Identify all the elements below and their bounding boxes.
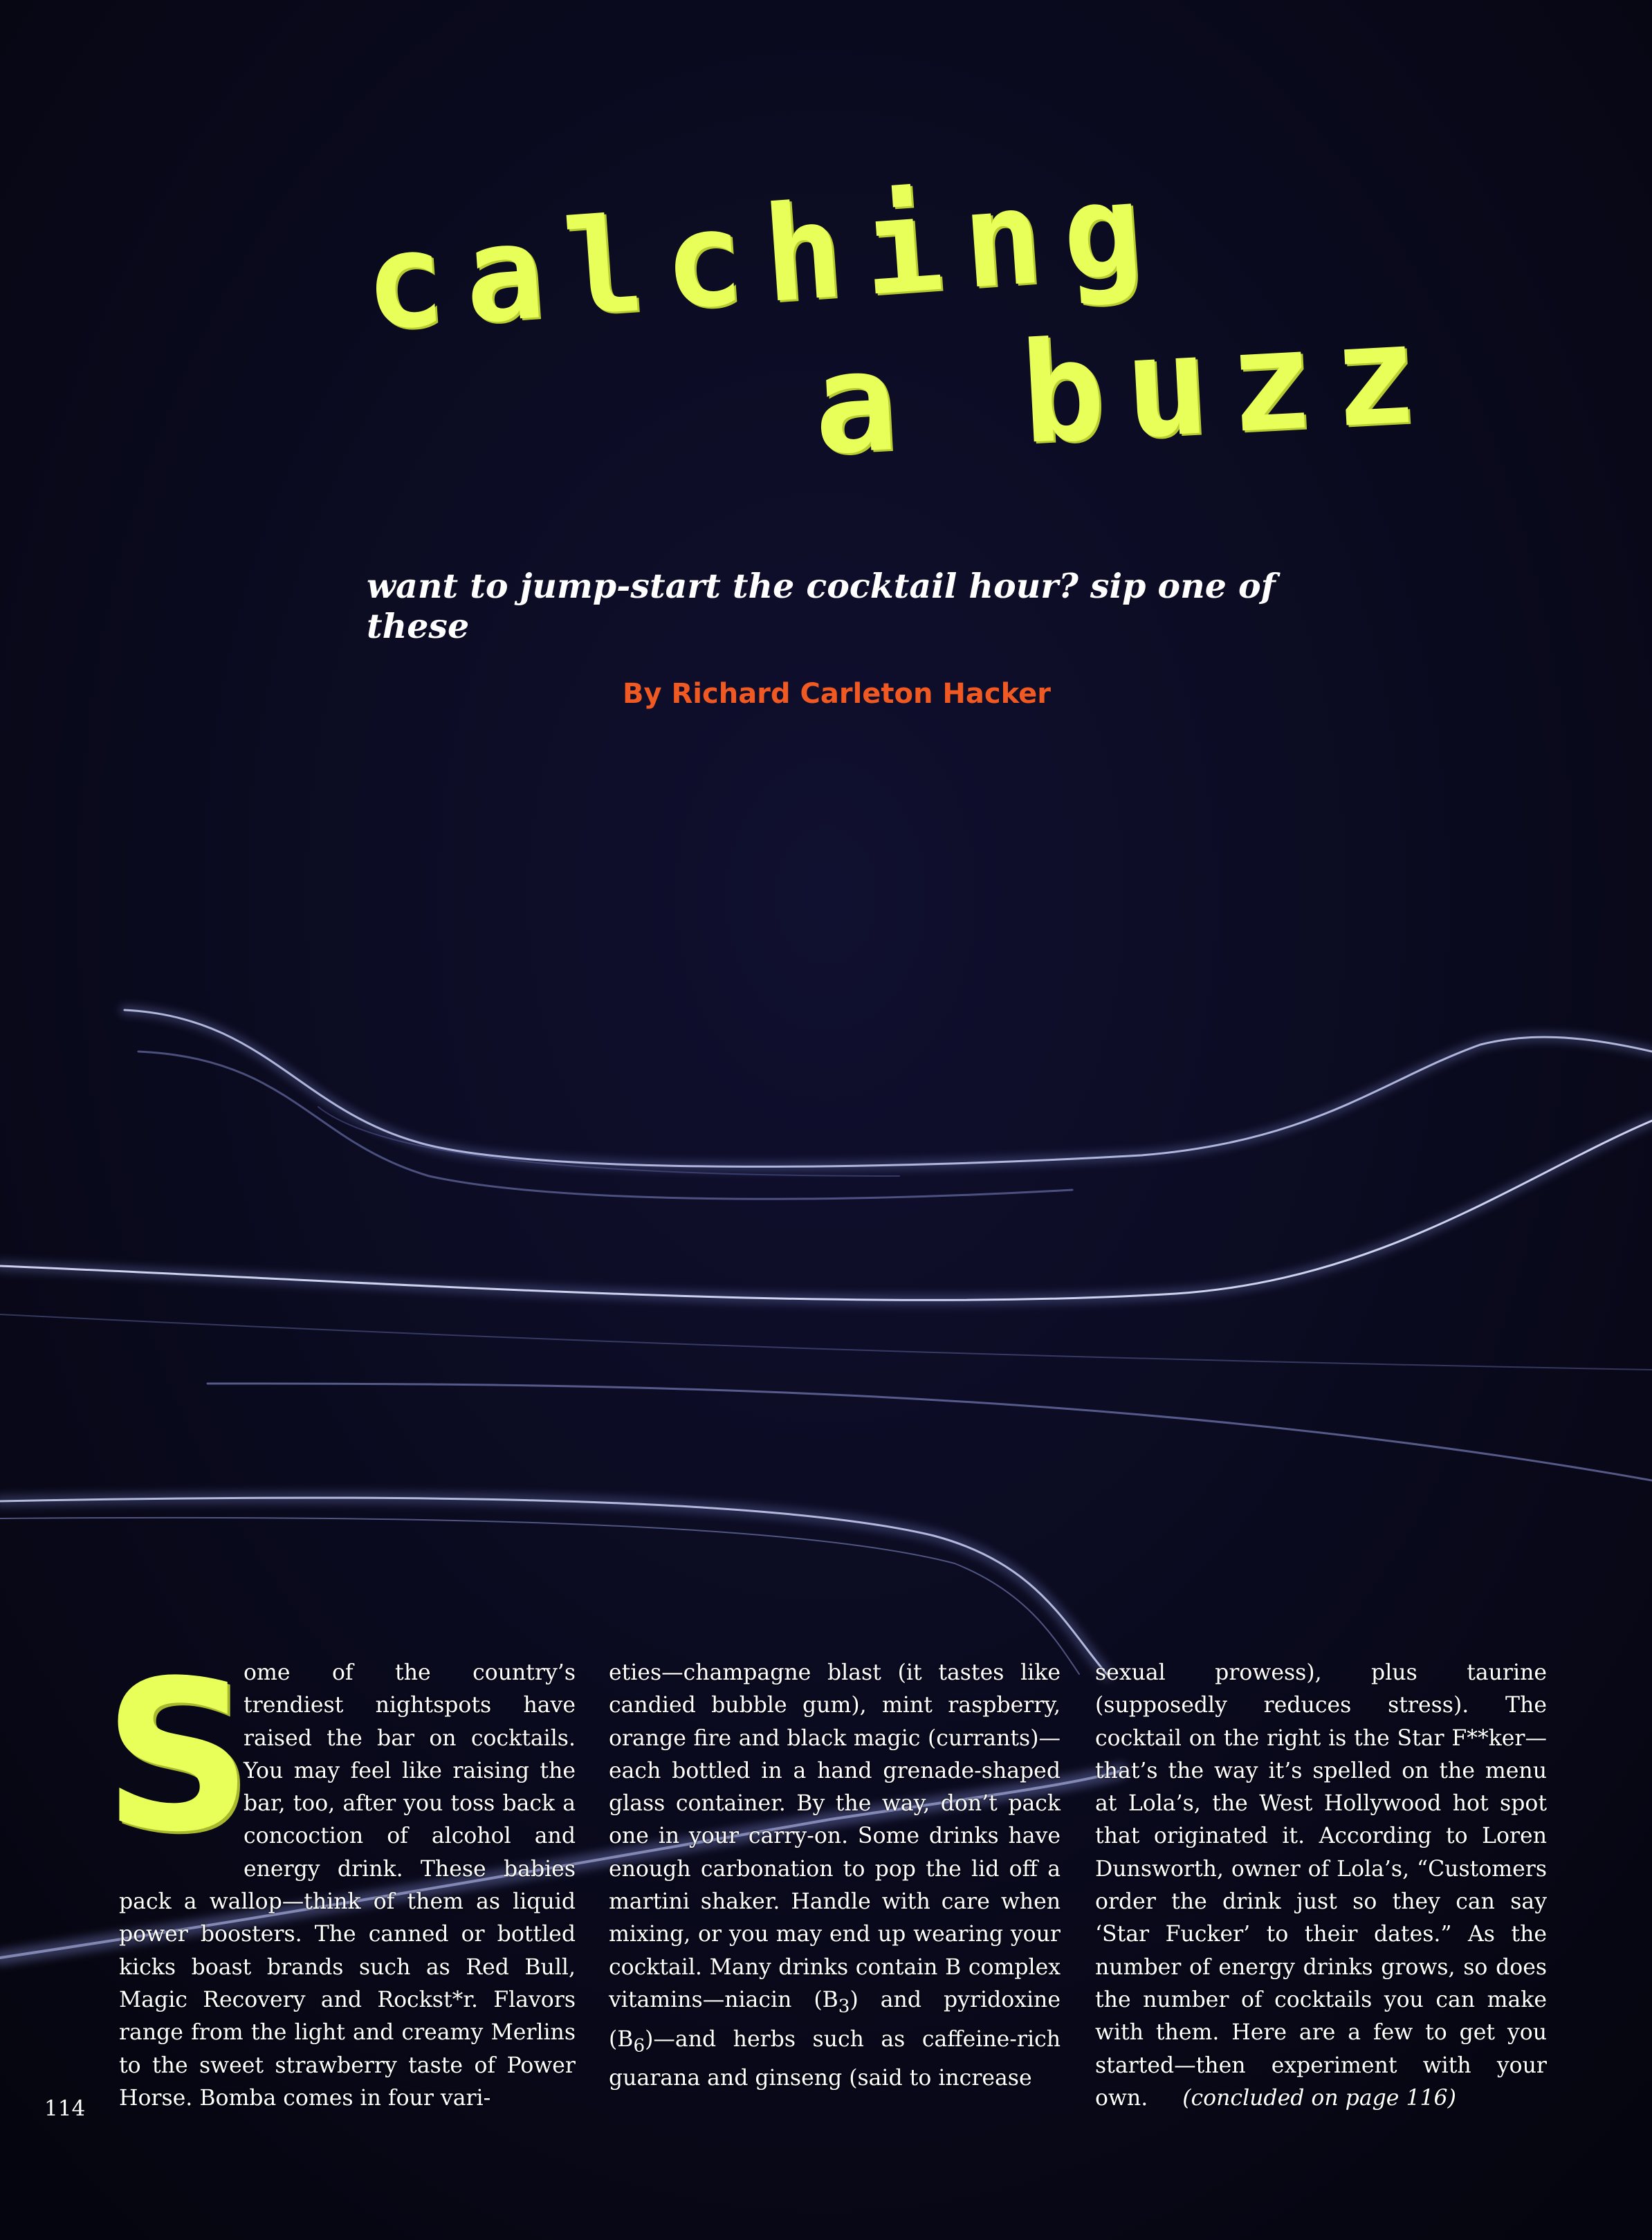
headline-line-2: a buzz [809,292,1442,486]
body-column-1 [102,1636,576,2115]
subscript: 6 [633,2035,645,2056]
body-text: sexual prowess), plus taurine (supposedly reduces stress). The cocktail on the right is the Star F**ker—that’s the way it’s spelled on the menu at Lola’s, the West Hollywood hot spot that originated it. According to Loren Dunsworth, owner of Lola’s, “Customers order the drink just so they can say ‘Star Fucker’ to their dates.” As the number of energy drinks grows, so does the number of cocktails you can make with them. Here are a few to get you started—then experiment with your own. [1095,1660,1547,2111]
body-column-3 [1095,1657,1547,2115]
byline: By Richard Carleton Hacker [623,678,1051,710]
continuation-note: (concluded on page 116) [1182,2085,1456,2111]
body-text: eties—champagne blast (it tastes like candied bubble gum), mint raspberry, orange fire and black magic (currants)—each bottled in a hand grenade-shaped glass container. By the way, don’t pack one in your carry-on. Some drinks have enough carbonation to pop the lid off a martini shaker. Handle with care when mixing, or you may end up wearing your cocktail. Many drinks contain B complex vitamins—niacin (B [609,1660,1061,2012]
body-column-2 [609,1657,1061,2095]
headline-line-1: calching [360,152,1168,360]
subscript: 3 [838,1996,850,2017]
page-number: 114 [44,2096,86,2121]
body-text: ome of the country’s trendiest nightspots have raised the bar on cocktails. You may feel like raising the bar, too, after you toss back a concoction of alcohol and energy drink. These babies pack a wallop—think of them as liquid power boosters. The canned or bottled kicks boast brands such as Red Bull, Magic Recovery and Rockst*r. Flavors range from the light and creamy Merlins to the sweet strawberry taste of Power Horse. Bomba comes in four vari- [119,1660,576,2111]
deck-subtitle: want to jump-start the cocktail hour? sip one of these [367,566,1276,646]
drop-cap: S [102,1636,253,1878]
body-text: ) and pyridoxine (B [609,1987,1061,2052]
body-text: )—and herbs such as caffeine-rich guarana and ginseng (said to increase [609,2026,1061,2091]
